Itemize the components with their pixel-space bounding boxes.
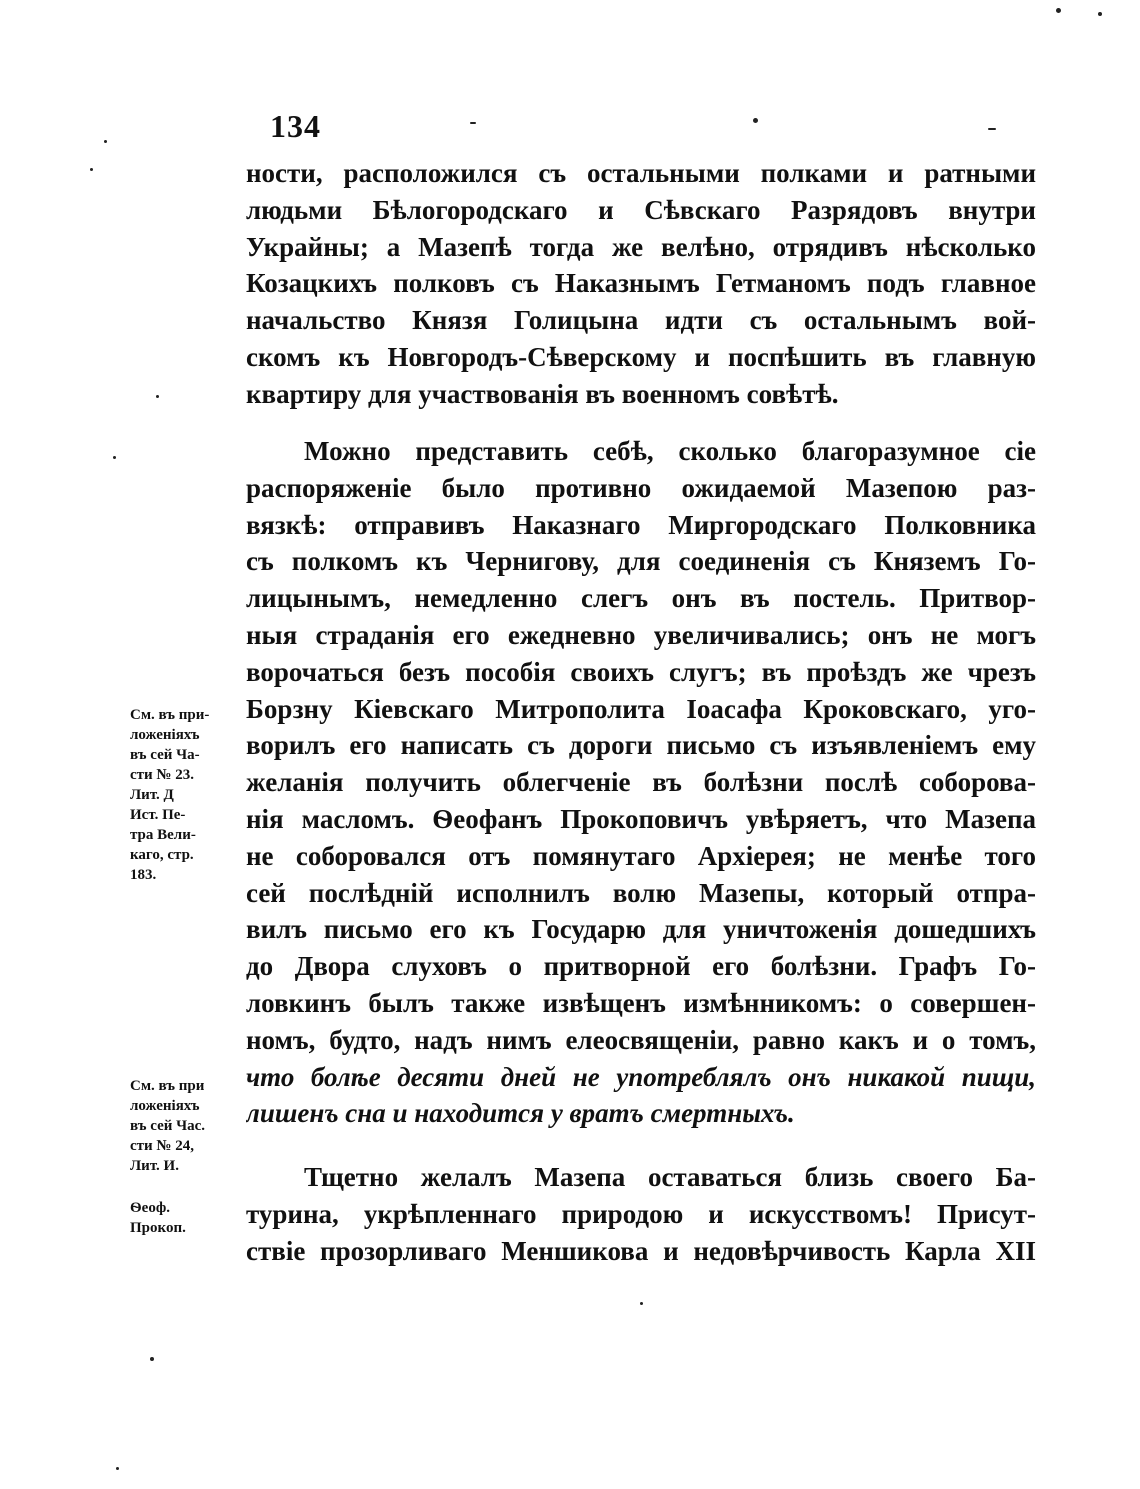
text-line: ворилъ его написать съ дороги письмо съ изъявленіемъ ему xyxy=(246,730,1036,761)
margin-note xyxy=(130,1076,238,1176)
margin-note-line: въ сей Ча- xyxy=(130,747,200,763)
text-line: ствіе прозорливаго Меншикова и недовѣрчивость Карла XII xyxy=(246,1235,1036,1266)
scan-speck xyxy=(470,122,476,124)
text-line: квартиру для участвованія въ военномъ совѣтѣ. xyxy=(246,378,839,409)
text-line: лицынымъ, немедленно слегъ онъ въ постель. Притвор- xyxy=(246,583,1036,614)
margin-note-line: Ист. Пе- xyxy=(130,807,186,823)
margin-note-line: 183. xyxy=(130,867,157,883)
text-line: ворочаться безъ пособія своихъ слугъ; въ проѣздъ же чрезъ xyxy=(246,656,1036,687)
text-line: номъ, будто, надъ нимъ елеосвященіи, равно какъ и о томъ, xyxy=(246,1024,1036,1055)
margin-note-line: Лит. Д xyxy=(130,787,174,803)
text-line-italic: что болѣе десяти дней не употреблялъ онъ никакой пищи, xyxy=(246,1061,1036,1092)
text-line: турина, укрѣпленнаго природою и искусствомъ! Присут- xyxy=(246,1198,1036,1229)
margin-note-line: См. въ при xyxy=(130,1078,205,1094)
text-line: сей послѣдній исполнилъ волю Мазепы, который отпра- xyxy=(246,877,1036,908)
scan-speck xyxy=(104,140,107,143)
text-line-italic: лишенъ сна и находится у вратъ смертныхъ. xyxy=(246,1098,795,1129)
margin-note-line: сти № 24, xyxy=(130,1138,194,1154)
margin-note-line: Ѳеоф. xyxy=(130,1200,170,1216)
margin-note-line: каго, стр. xyxy=(130,847,194,863)
paragraph-continuation xyxy=(246,155,1036,413)
text-line: начальство Князя Голицына идти съ остальнымъ вой- xyxy=(246,305,1036,336)
text-line: Борзну Кіевскаго Митрополита Іоасафа Кроковскаго, уго- xyxy=(246,693,1036,724)
scan-speck xyxy=(116,1467,119,1470)
text-line: ныя страданія его ежедневно увеличивались; онъ не могъ xyxy=(246,619,1036,650)
text-line: Можно представить себѣ, сколько благоразумное сіе xyxy=(304,436,1036,466)
text-line: скомъ къ Новгородъ-Сѣверскому и поспѣшить въ главную xyxy=(246,341,1036,372)
text-line: вязкѣ: отправивъ Наказнаго Миргородскаго Полковника xyxy=(246,509,1036,540)
paragraph-final xyxy=(246,1159,1036,1269)
text-line: ловкинъ былъ также извѣщенъ измѣнникомъ: о совершен- xyxy=(246,987,1036,1018)
margin-note-line: ложеніяхъ xyxy=(130,727,200,743)
scan-speck xyxy=(90,168,93,171)
margin-note-line: ложеніяхъ xyxy=(130,1098,200,1114)
text-line: вилъ письмо его къ Государю для уничтоженія дошедшихъ xyxy=(246,914,1036,945)
text-line: нія масломъ. Ѳеофанъ Прокоповичъ увѣряетъ, что Мазепа xyxy=(246,803,1036,834)
margin-note-line: Лит. И. xyxy=(130,1158,179,1174)
paragraph-main xyxy=(246,433,1036,1132)
page-number: 134 xyxy=(270,108,321,144)
margin-note-line: См. въ при- xyxy=(130,707,210,723)
scan-speck xyxy=(1098,12,1102,16)
text-line: ности, расположился съ остальными полками и ратными xyxy=(246,158,1036,188)
text-line: Украйны; а Мазепѣ тогда же велѣно, отрядивъ нѣсколько xyxy=(246,231,1036,262)
margin-note xyxy=(130,705,238,885)
margin-note-line: сти № 23. xyxy=(130,767,194,783)
text-line: съ полкомъ къ Чернигову, для соединенія съ Княземъ Го- xyxy=(246,546,1036,577)
scan-speck xyxy=(753,118,758,123)
scan-speck xyxy=(156,395,159,398)
scan-speck xyxy=(640,1302,643,1305)
text-line: не соборовался отъ помянутаго Архіерея; не менѣе того xyxy=(246,840,1036,871)
scan-speck xyxy=(150,1357,154,1361)
text-line: людьми Бѣлогородскаго и Сѣвскаго Разрядовъ внутри xyxy=(246,194,1036,225)
scan-speck xyxy=(113,456,116,459)
text-line: до Двора слуховъ о притворной его болѣзни. Графъ Го- xyxy=(246,951,1036,982)
margin-note xyxy=(130,1198,238,1238)
margin-note-line: тра Вели- xyxy=(130,827,196,843)
scan-speck xyxy=(988,128,996,130)
text-line: Тщетно желалъ Мазепа оставаться близь своего Ба- xyxy=(304,1162,1036,1192)
margin-note-line: въ сей Час. xyxy=(130,1118,206,1134)
text-line: желанія получить облегченіе въ болѣзни послѣ соборова- xyxy=(246,767,1036,798)
scan-speck xyxy=(1056,8,1061,13)
text-line: распоряженіе было противно ожидаемой Мазепою раз- xyxy=(246,472,1036,503)
margin-note-line: Прокоп. xyxy=(130,1220,186,1236)
text-line: Козацкихъ полковъ съ Наказнымъ Гетманомъ подъ главное xyxy=(246,268,1036,299)
